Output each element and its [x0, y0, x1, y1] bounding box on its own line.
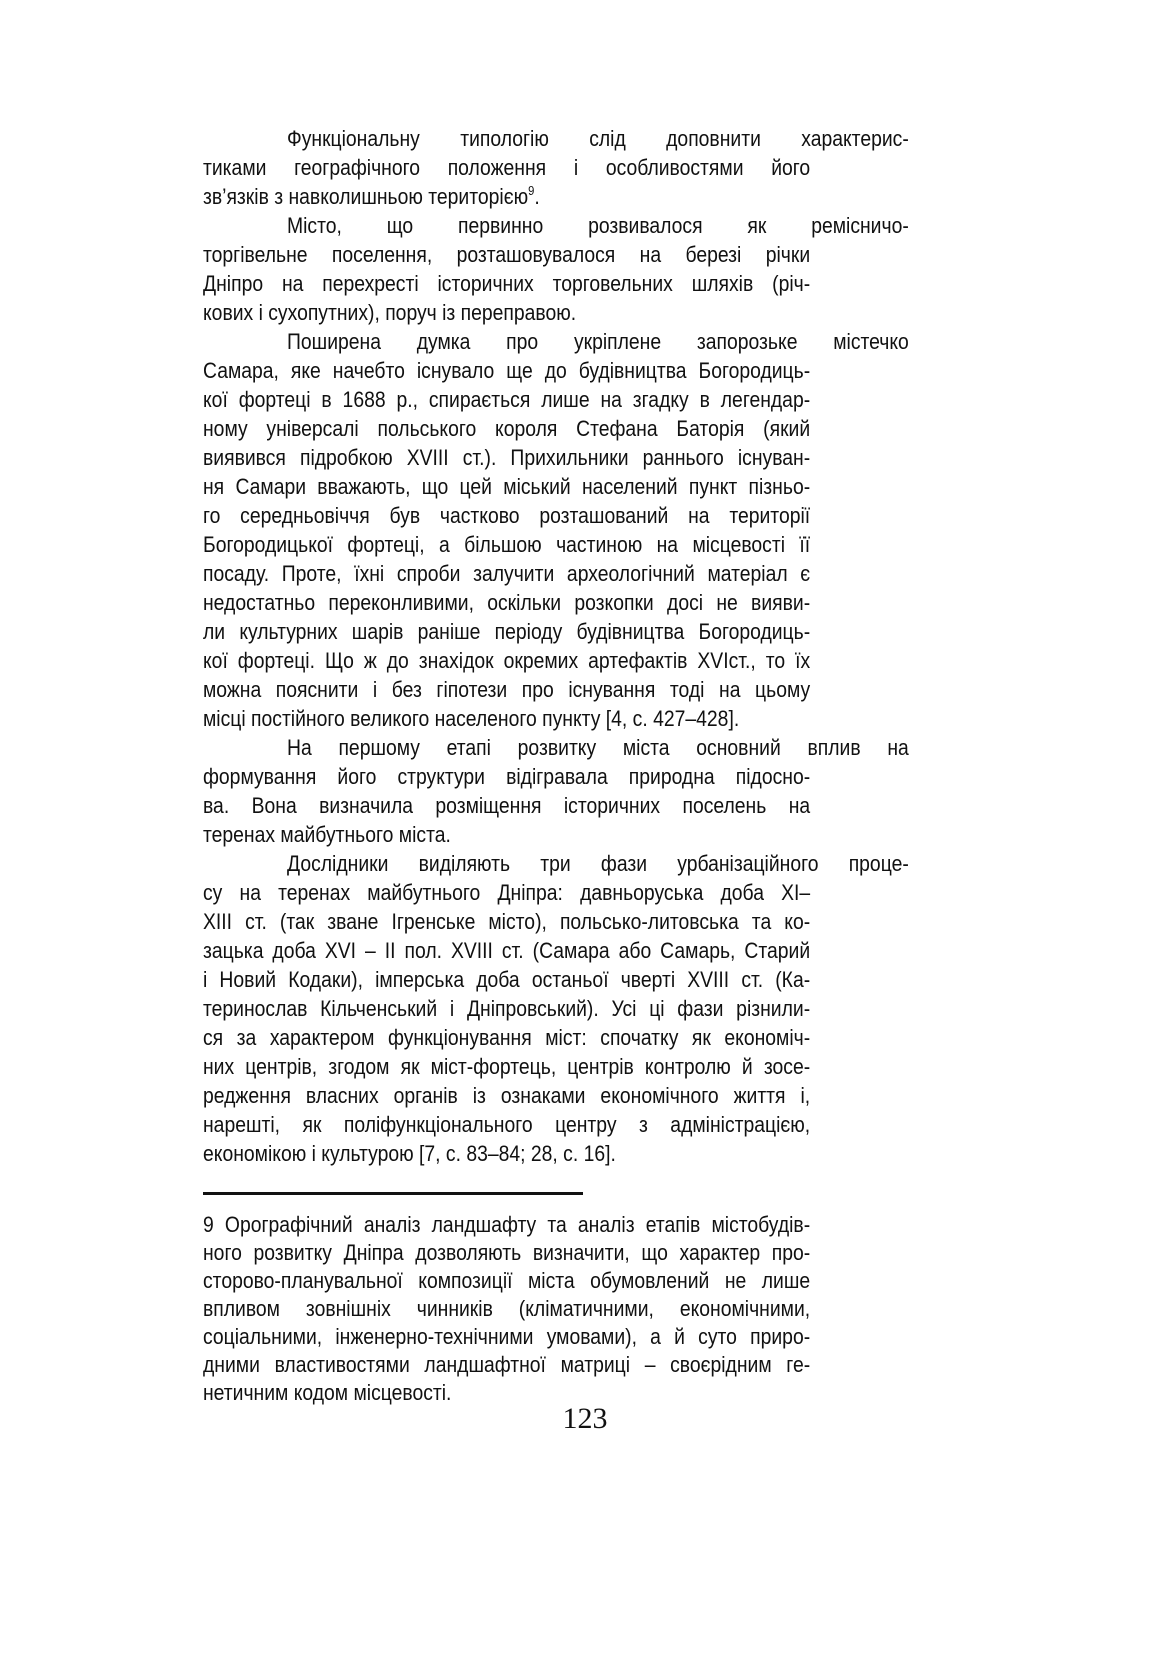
paragraph-line: можна пояснити і без гіпотези про існування тоді на цьому: [203, 677, 811, 702]
paragraph-line: місці постійного великого населеного пункту [4, с. 427–428].: [203, 706, 740, 731]
paragraph-line: су на теренах майбутнього Дніпра: давньоруська доба XI–: [203, 880, 811, 905]
paragraph-line: зацька доба XVI – II пол. XVIII ст. (Самара або Самарь, Старий: [203, 938, 811, 963]
paragraph-line: кових і сухопутних), поруч із переправою.: [203, 300, 577, 325]
paragraph-line: виявився підробкою XVIII ст.). Прихильники раннього існуван-: [203, 445, 811, 470]
footnote-separator: [203, 1192, 583, 1195]
footnote-line: дними властивостями ландшафтної матриці – своєрідним ге-: [203, 1352, 811, 1377]
paragraph-line: тиками географічного положення і особливостями його: [203, 155, 811, 180]
paragraph-line: ли культурних шарів раніше періоду будівництва Богородиць-: [203, 619, 811, 644]
paragraph-text: зв’язків з навколишньою територією: [203, 184, 529, 209]
paragraph-line: Дослідники виділяють три фази урбанізаційного проце-: [287, 851, 909, 876]
paragraph-line: Місто, що первинно розвивалося як ремісничо-: [287, 213, 909, 238]
paragraph-line: і Новий Кодаки), імперська доба останьої чверті XVIII ст. (Ка-: [203, 967, 811, 992]
paragraph-line: теринослав Кільченський і Дніпровський). Усі ці фази різнили-: [203, 996, 811, 1021]
paragraph-line: нарешті, як поліфункціонального центру з адміністрацією,: [203, 1112, 811, 1137]
paragraph-line: Поширена думка про укріплене запорозьке містечко: [287, 329, 909, 354]
paragraph-line: формування його структури відігравала природна підосно-: [203, 764, 811, 789]
footnote-line: нетичним кодом місцевості.: [203, 1380, 452, 1405]
footnote-line: 9 Орографічний аналіз ландшафту та аналіз етапів містобудів-: [203, 1212, 811, 1237]
footnote-line: впливом зовнішніх чинників (кліматичними, економічними,: [203, 1296, 811, 1321]
paragraph-line: ному універсалі польського короля Стефана Баторія (який: [203, 416, 811, 441]
paragraph-line: них центрів, згодом як міст-фортець, центрів контролю й зосе-: [203, 1054, 811, 1079]
paragraph-line: го середньовіччя був частково розташований на території: [203, 503, 811, 528]
paragraph-line: ва. Вона визначила розміщення історичних поселень на: [203, 793, 811, 818]
paragraph-line: ня Самари вважають, що цей міський населений пункт пізньо-: [203, 474, 811, 499]
paragraph-line: посаду. Проте, їхні спроби залучити археологічний матеріал є: [203, 561, 811, 586]
paragraph-line: торгівельне поселення, розташовувалося на березі річки: [203, 242, 811, 267]
footnote-line: сторово-планувальної композиції міста обумовлений не лише: [203, 1268, 811, 1293]
footnote-ref[interactable]: 9: [528, 183, 535, 198]
paragraph-line: XIII ст. (так зване Ігренське місто), польсько-литовська та ко-: [203, 909, 811, 934]
paragraph-line: Богородицької фортеці, а більшою частиною на місцевості її: [203, 532, 811, 557]
paragraph-line: теренах майбутнього міста.: [203, 822, 451, 847]
paragraph-line: кої фортеці в 1688 р., спирається лише на згадку в легендар-: [203, 387, 811, 412]
paragraph-line: економікою і культурою [7, с. 83–84; 28, с. 16].: [203, 1141, 616, 1166]
paragraph-line: Самара, яке начебто існувало ще до будівництва Богородиць-: [203, 358, 811, 383]
paragraph-line: ся за характером функціонування міст: спочатку як економіч-: [203, 1025, 811, 1050]
footnote-line: ного розвитку Дніпра дозволяють визначити, що характер про-: [203, 1240, 811, 1265]
paragraph-line: недостатньо переконливими, оскільки розкопки досі не вияви-: [203, 590, 811, 615]
paragraph-line: Дніпро на перехресті історичних торговельних шляхів (річ-: [203, 271, 811, 296]
paragraph-line: На першому етапі розвитку міста основний вплив на: [287, 735, 909, 760]
page-number: 123: [562, 1402, 608, 1435]
paragraph-line: Функціональну типологію слід доповнити характерис-: [287, 126, 909, 151]
paragraph-line: кої фортеці. Що ж до знахідок окремих артефактів XVIст., то їх: [203, 648, 811, 673]
paragraph-line: редження власних органів із ознаками економічного життя і,: [203, 1083, 811, 1108]
footnote-line: соціальними, інженерно-технічними умовами), а й суто приро-: [203, 1324, 811, 1349]
paragraph-line: зв’язків з навколишньою територією$^9$.: [203, 183, 540, 209]
